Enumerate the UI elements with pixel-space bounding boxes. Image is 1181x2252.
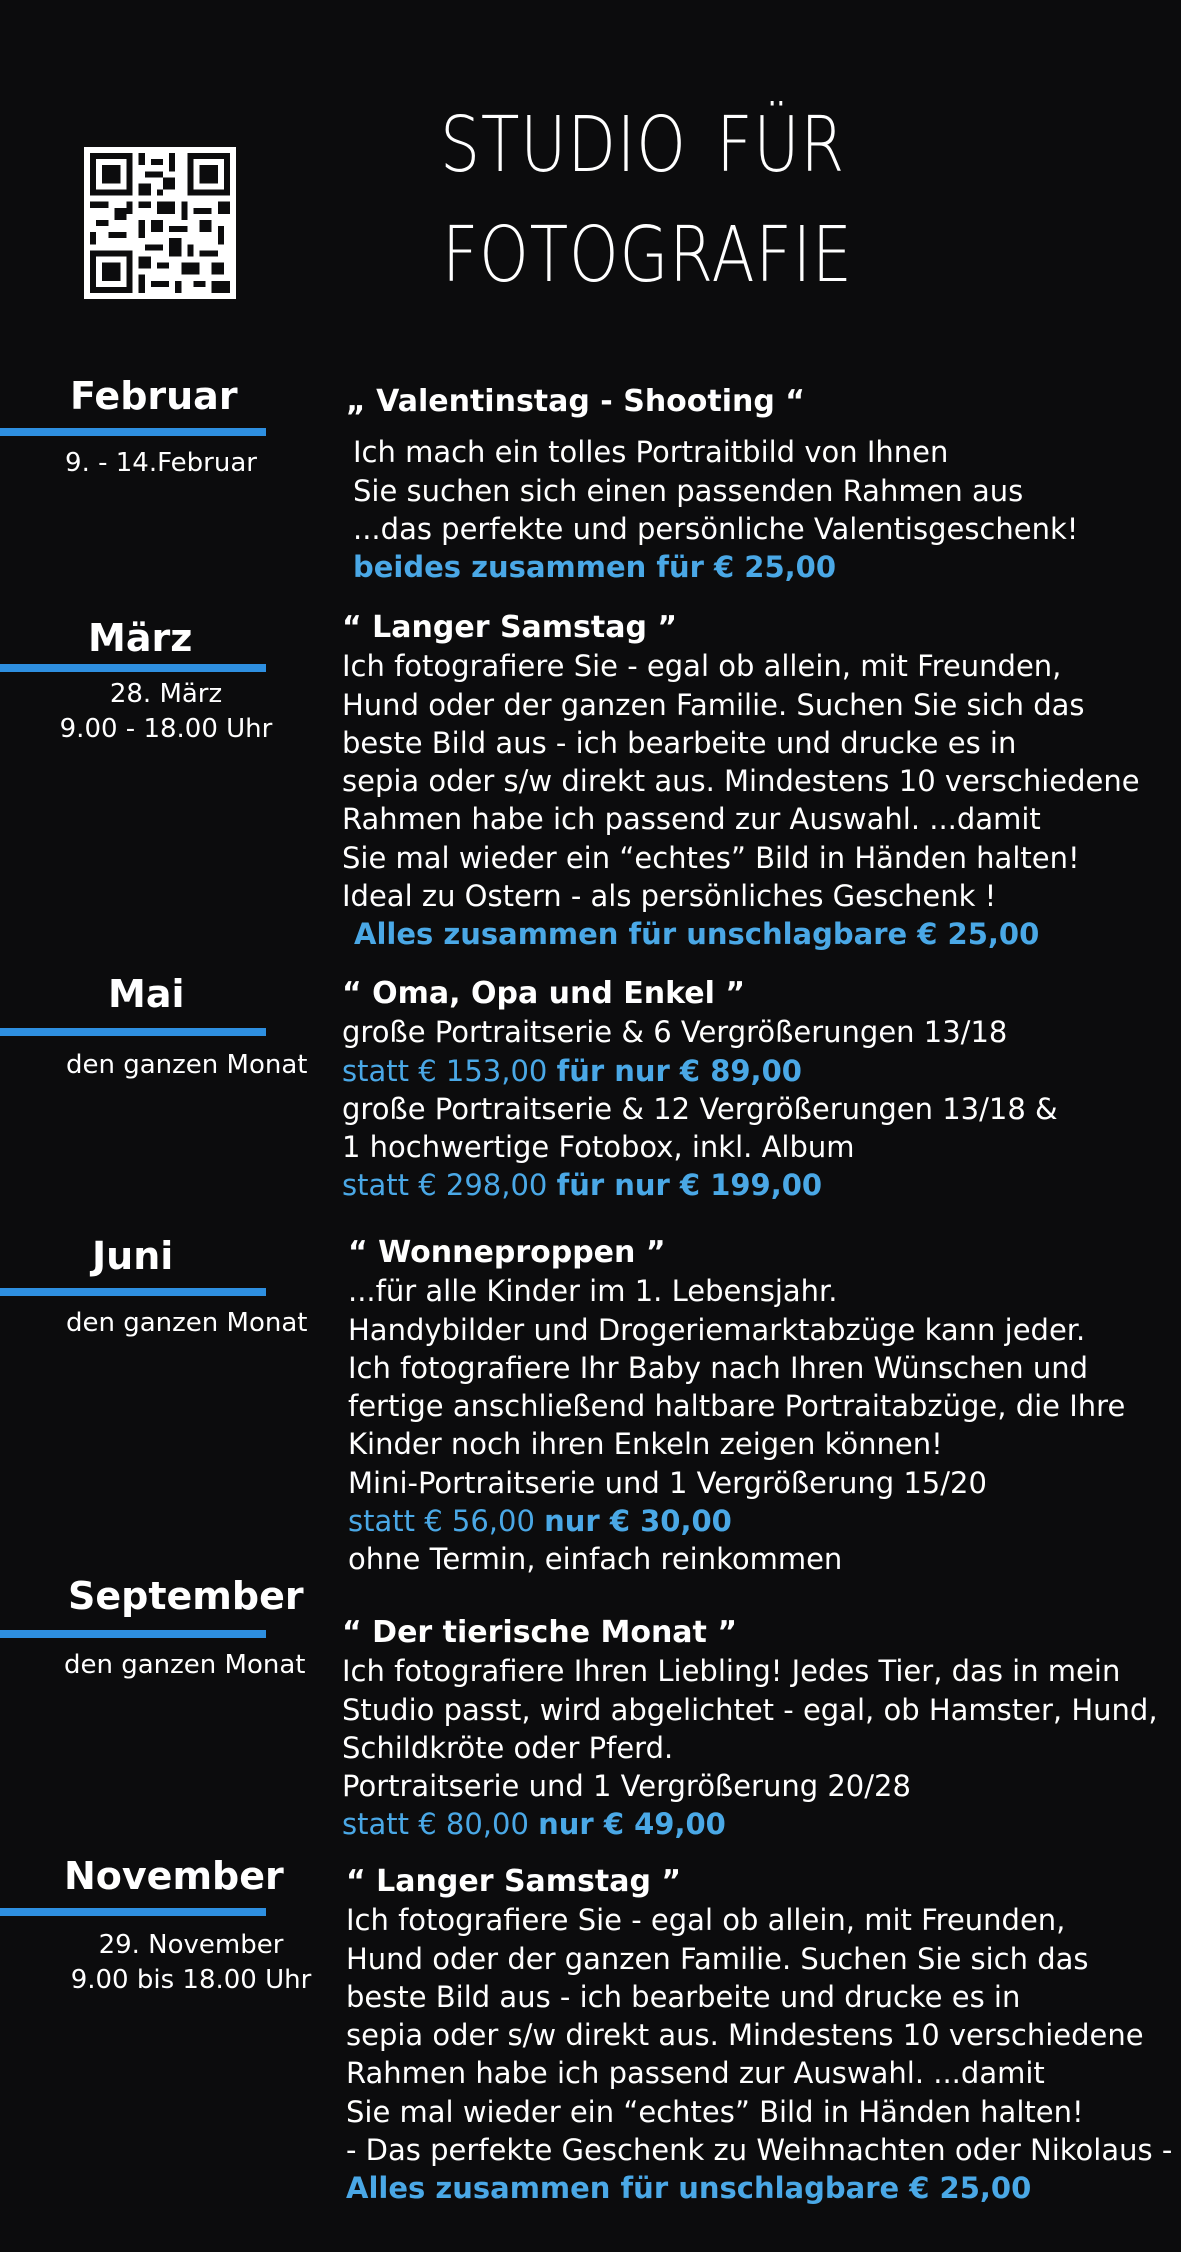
offer-block (342, 1614, 1158, 1844)
offer-line: Mini-Portraitserie und 1 Vergrößerung 15/20 (348, 1465, 987, 1500)
date-range (56, 446, 266, 481)
month-heading: November (64, 1854, 284, 1898)
offer-line: den ganzen Monat (66, 1050, 308, 1080)
offer-title: „ Valentinstag - Shooting “ (346, 384, 806, 419)
offer-title: “ Langer Samstag ” (342, 610, 678, 645)
offer-line: ohne Termin, einfach reinkommen (348, 1542, 843, 1577)
offer-block (346, 383, 1078, 586)
date-range (66, 1048, 316, 1083)
offer-line: Ich fotografiere Sie - egal ob allein, mit Freunden, (346, 1903, 1066, 1938)
offer-title: “ Oma, Opa und Enkel ” (342, 976, 746, 1011)
offer-line: Rahmen habe ich passend zur Auswahl. ...damit (346, 2056, 1045, 2091)
offer-line: - Das perfekte Geschenk zu Weihnachten oder Nikolaus - (346, 2133, 1173, 2168)
offer-line: ...das perfekte und persönliche Valentisgeschenk! (353, 511, 1079, 546)
offer-line: den ganzen Monat (66, 1308, 308, 1338)
offer-line: statt € 80,00 (342, 1807, 529, 1842)
month-heading: Mai (108, 972, 185, 1016)
offer-line: 9.00 - 18.00 Uhr (59, 714, 273, 744)
offer-line: ...für alle Kinder im 1. Lebensjahr. (348, 1274, 838, 1309)
offer-line: beste Bild aus - ich bearbeite und drucke es in (342, 725, 1017, 760)
offer-line: Ideal zu Ostern - als persönliches Geschenk ! (342, 879, 997, 914)
offer-line: beste Bild aus - ich bearbeite und drucke es in (346, 1979, 1021, 2014)
month-heading: September (68, 1574, 304, 1618)
offer-line: Sie suchen sich einen passenden Rahmen aus (353, 473, 1024, 508)
offer-price: Alles zusammen für unschlagbare € 25,00 (354, 917, 1040, 952)
offer-line: 9.00 bis 18.00 Uhr (70, 1965, 312, 1995)
offer-price: statt € 56,00 nur € 30,00 (348, 1504, 732, 1539)
offer-price: beides zusammen für € 25,00 (353, 550, 837, 585)
offer-title: “ Wonneproppen ” (348, 1235, 666, 1270)
offer-line: 28. März (109, 679, 223, 709)
offer-line: Hund oder der ganzen Familie. Suchen Sie sich das (342, 687, 1085, 722)
offer-line: den ganzen Monat (64, 1650, 306, 1680)
offer-block (342, 609, 1140, 954)
date-range (56, 677, 276, 747)
offer-line: Rahmen habe ich passend zur Auswahl. ...damit (342, 802, 1041, 837)
offer-line: Handybilder und Drogeriemarktabzüge kann jeder. (348, 1312, 1086, 1347)
offer-title: “ Langer Samstag ” (346, 1864, 682, 1899)
date-range (56, 1928, 326, 1998)
offer-price: statt € 80,00 nur € 49,00 (342, 1807, 726, 1842)
offer-line: Portraitserie und 1 Vergrößerung 20/28 (342, 1769, 911, 1804)
offer-line: statt € 153,00 (342, 1053, 548, 1088)
offer-block (346, 1863, 1172, 2208)
studio-logo (440, 69, 960, 307)
date-range (64, 1648, 314, 1683)
month-divider-bar (0, 1630, 266, 1638)
offer-line: Sie mal wieder ein “echtes” Bild in Händen halten! (346, 2094, 1084, 2129)
offer-line: 29. November (98, 1930, 284, 1960)
offer-price: statt € 153,00 für nur € 89,00 (342, 1053, 802, 1088)
logo-line-2: fotografie (442, 179, 853, 307)
offer-line: Studio passt, wird abgelichtet - egal, ob Hamster, Hund, (342, 1692, 1158, 1727)
logo-line-1: studio für (440, 69, 846, 197)
offer-price: Alles zusammen für unschlagbare € 25,00 (346, 2171, 1032, 2206)
month-heading: Juni (92, 1234, 174, 1278)
month-divider-bar (0, 428, 266, 436)
offer-line: Ich fotografiere Sie - egal ob allein, mit Freunden, (342, 649, 1062, 684)
offer-line: statt € 298,00 (342, 1168, 548, 1203)
offer-line: statt € 56,00 (348, 1504, 535, 1539)
offer-line: 9. - 14.Februar (65, 448, 257, 478)
offer-line: sepia oder s/w direkt aus. Mindestens 10 verschiedene (342, 764, 1140, 799)
offer-line: große Portraitserie & 12 Vergrößerungen 13/18 & (342, 1091, 1058, 1126)
offer-line: Ich fotografiere Ihr Baby nach Ihren Wünschen und (348, 1350, 1089, 1385)
offer-line: Schildkröte oder Pferd. (342, 1730, 674, 1765)
qr-code-icon (84, 147, 236, 299)
offer-line: 1 hochwertige Fotobox, inkl. Album (342, 1130, 855, 1165)
offer-line: sepia oder s/w direkt aus. Mindestens 10 verschiedene (346, 2018, 1144, 2053)
offer-block (342, 975, 1058, 1205)
offer-line: Ich mach ein tolles Portraitbild von Ihnen (353, 435, 949, 470)
offer-line: Sie mal wieder ein “echtes” Bild in Händen halten! (342, 840, 1080, 875)
month-heading: März (88, 616, 193, 660)
offer-line: Ich fotografiere Ihren Liebling! Jedes Tier, das in mein (342, 1654, 1121, 1689)
offer-line: große Portraitserie & 6 Vergrößerungen 13/18 (342, 1015, 1008, 1050)
month-divider-bar (0, 1028, 266, 1036)
month-heading: Februar (70, 374, 238, 418)
offer-block (348, 1234, 1125, 1579)
offer-title: “ Der tierische Monat ” (342, 1615, 738, 1650)
offer-line: Hund oder der ganzen Familie. Suchen Sie sich das (346, 1941, 1089, 1976)
month-divider-bar (0, 664, 266, 672)
offer-line: Kinder noch ihren Enkeln zeigen können! (348, 1427, 943, 1462)
month-divider-bar (0, 1908, 266, 1916)
offer-line: fertige anschließend haltbare Portraitabzüge, die Ihre (348, 1389, 1126, 1424)
date-range (66, 1306, 316, 1341)
offer-price: statt € 298,00 für nur € 199,00 (342, 1168, 823, 1203)
month-divider-bar (0, 1288, 266, 1296)
